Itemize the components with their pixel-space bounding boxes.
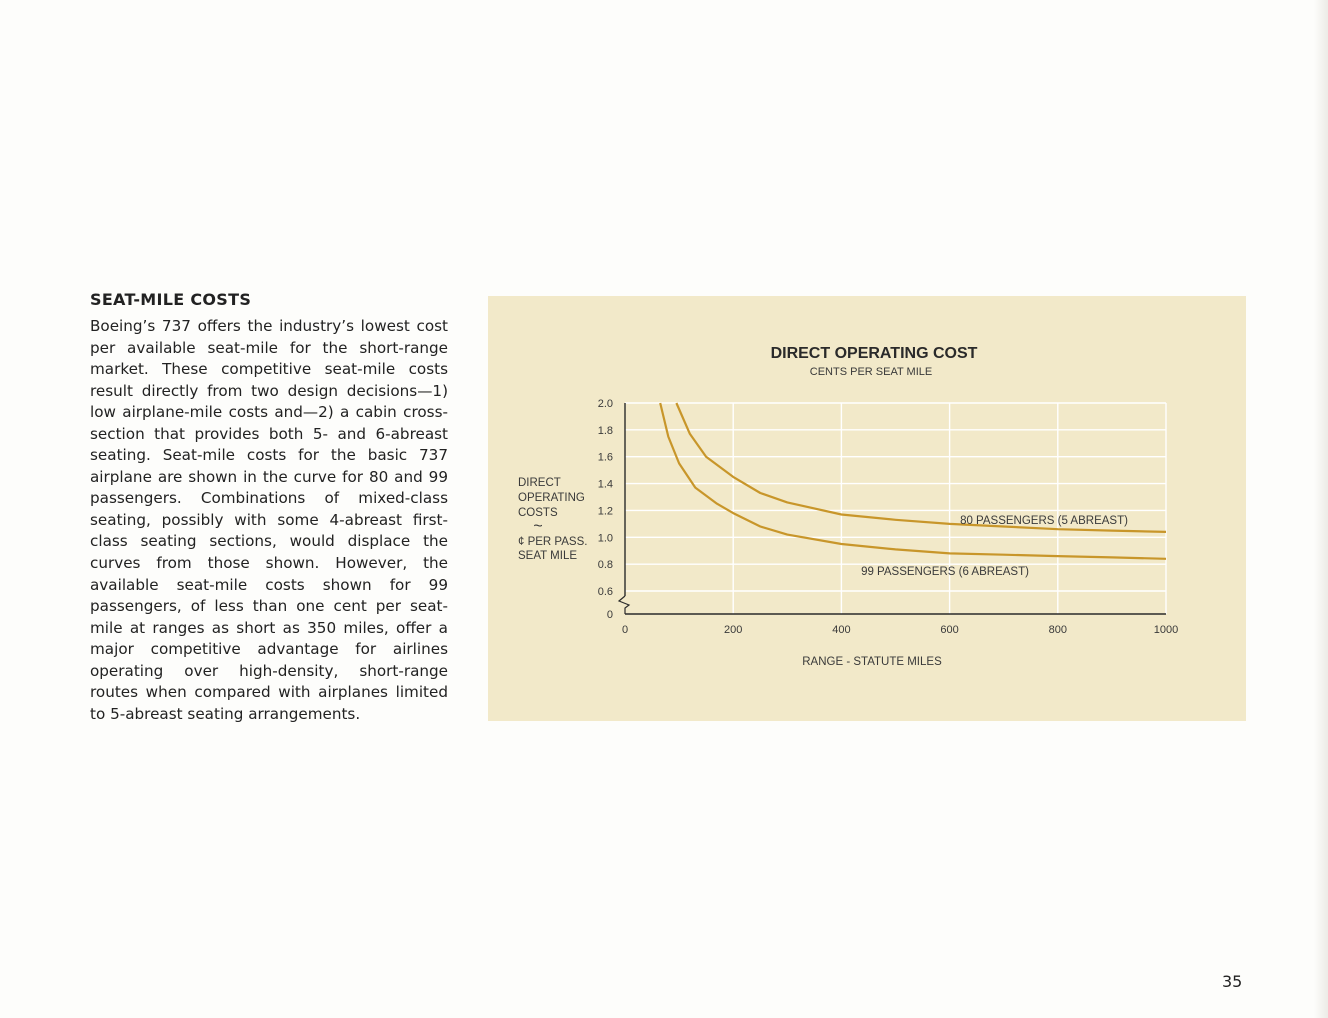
y-tick-label: 0 (606, 609, 613, 621)
chart-panel (488, 296, 1246, 721)
y-axis-label-line: COSTS (518, 507, 558, 519)
x-tick-label: 1000 (1153, 624, 1179, 636)
y-axis-label-line: ~ (533, 518, 543, 535)
page-edge-shadow (1314, 0, 1328, 1018)
y-tick-label: 2.0 (597, 398, 613, 410)
y-tick-label: 1.2 (597, 505, 613, 518)
page-number: 35 (1222, 972, 1243, 991)
y-tick-label: 1.8 (597, 424, 613, 437)
body-paragraph: Boeing’s 737 offers the industry’s lowest cost per available seat-mile for the short-range market. These competitive seat-mile costs result directly from two design decisions—1) low airplane-mile costs and—2) a cabin cross-section that provides both 5- and 6-abreast seating. Seat-mile costs for the basic 737 airplane are shown in the curve for 80 and 99 passengers. Combinations of mixed-class seating, possibly with some 4-abreast first-class seating sections, would displace the curves from those shown. However, the available seat-mile costs shown for 99 passengers, of less than one cent per seat-mile at ranges as short as 350 miles, offer a major competitive advantage for airlines operating over high-density, short-range routes when compared with airplanes limited to 5-abreast seating arrangements. (90, 317, 448, 723)
x-tick-label: 0 (621, 624, 629, 636)
y-tick-label: 1.6 (597, 451, 613, 464)
x-axis-label: RANGE - STATUTE MILES (802, 656, 942, 668)
series-label-99-passengers: 99 PASSENGERS (6 ABREAST) (861, 566, 1029, 578)
x-tick-label: 800 (1048, 624, 1067, 636)
series-curve-2 (660, 403, 1166, 559)
y-tick-label: 1.4 (597, 478, 613, 491)
y-axis-break (619, 596, 629, 614)
x-tick-label: 200 (724, 624, 743, 636)
y-axis-label-line: OPERATING (518, 492, 585, 504)
series-curve-1 (676, 403, 1166, 532)
x-tick-label: 400 (832, 624, 851, 636)
y-axis-label-line: SEAT MILE (518, 550, 578, 562)
y-tick-label: 0.6 (597, 586, 613, 598)
y-axis-label-line: DIRECT (518, 477, 561, 489)
series-label-80-passengers: 80 PASSENGERS (5 ABREAST) (960, 515, 1128, 527)
chart-subtitle: CENTS PER SEAT MILE (809, 366, 933, 378)
y-axis-label-line: ¢ PER PASS. (518, 536, 588, 548)
y-tick-label: 0.8 (597, 559, 613, 572)
section-heading: SEAT-MILE COSTS (90, 290, 252, 309)
y-tick-label: 1.0 (597, 532, 613, 545)
x-tick-label: 600 (940, 624, 959, 636)
direct-operating-cost-chart (488, 296, 1246, 721)
chart-title: DIRECT OPERATING COST (770, 345, 978, 362)
